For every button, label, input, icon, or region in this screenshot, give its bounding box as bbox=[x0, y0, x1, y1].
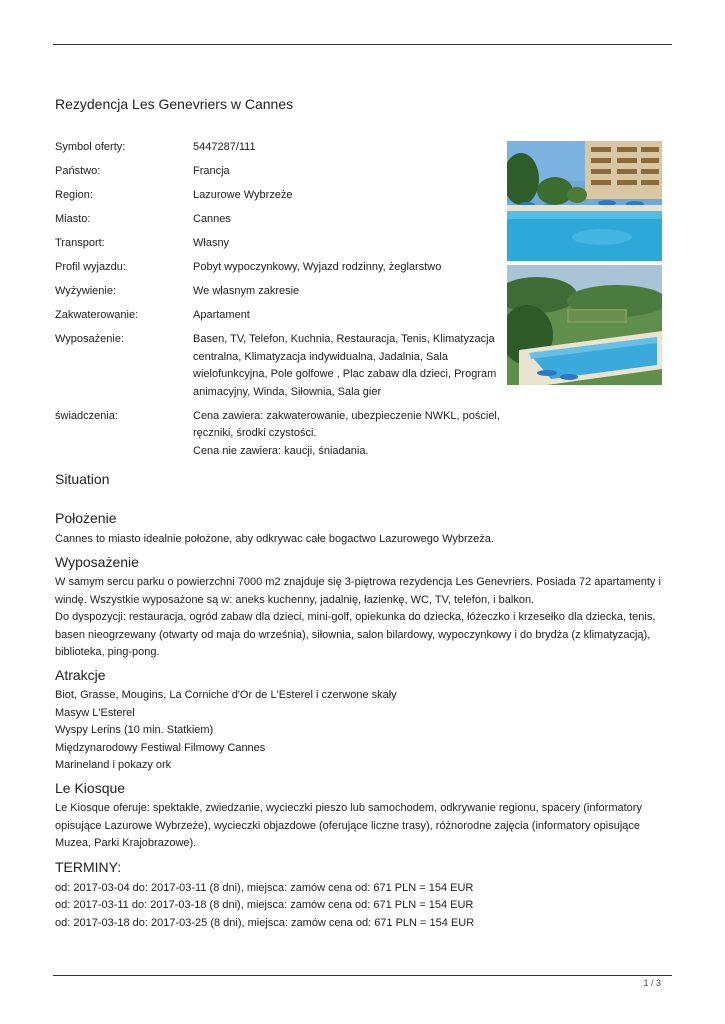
info-value bbox=[193, 187, 503, 211]
paragraph: Do dyspozycji: restauracja, ogród zabaw dla dzieci, mini-golf, opiekunka do dziecka, łóżeczko i krzesełko dla dziecka, tenis, basen nieogrzewany (otwarty od maja do września), siłownia, salon bilardowy, wypoczynkowy i do brydża (z klimatyzacją), biblioteka, ping-pong. bbox=[55, 611, 656, 659]
list-item: Masyw L'Esterel bbox=[55, 706, 135, 719]
term-row: od: 2017-03-11 do: 2017-03-18 (8 dni), miejsca: zamów cena od: 671 PLN = 154 EUR bbox=[55, 899, 474, 912]
info-value bbox=[193, 211, 503, 235]
list-item: Marineland i pokazy ork bbox=[55, 759, 172, 772]
info-row bbox=[55, 259, 503, 283]
info-label: Państwo: bbox=[55, 165, 101, 177]
paragraph: Cannes to miasto idealnie położone, aby odkrywac całe bogactwo Lazurowego Wybrzeża. bbox=[55, 533, 494, 545]
info-value-line: Cena nie zawiera: kaucji, śniadania. bbox=[193, 444, 369, 457]
info-value-line: Francja bbox=[193, 165, 230, 177]
info-row bbox=[55, 307, 503, 331]
info-value-line: Lazurowe Wybrzeże bbox=[193, 189, 293, 201]
offer-description bbox=[55, 470, 670, 932]
info-label: świadczenia: bbox=[55, 409, 118, 422]
section-heading-terminy: TERMINY: bbox=[55, 858, 122, 875]
info-label: Region: bbox=[55, 189, 93, 201]
footer-rule bbox=[53, 975, 672, 976]
info-value bbox=[193, 283, 503, 307]
info-value-line: Cena zawiera: zakwaterowanie, ubezpieczenie NWKL, pościel, ręczniki, środki czystości. bbox=[193, 409, 500, 439]
info-row bbox=[55, 408, 503, 467]
paragraph: Le Kiosque oferuje: spektakle, zwiedzanie, wycieczki pieszo lub samochodem, odkrywanie regionu, spacery (informatory opisujące Lazurowe Wybrzeże), wycieczki objazdowe (oferujące liczne trasy), różnorodne zajęcia (informatory opisujące Muzea, Parki Krajobrazowe). bbox=[55, 802, 642, 850]
list-item: Biot, Grasse, Mougins, La Corniche d'Or de L'Esterel i czerwone skały bbox=[55, 689, 397, 702]
section-heading-polozenie: Położenie bbox=[55, 510, 117, 526]
info-value bbox=[193, 235, 503, 259]
offer-title: Rezydencja Les Genevriers w Cannes bbox=[55, 96, 294, 112]
info-value bbox=[193, 259, 503, 283]
info-value bbox=[193, 139, 503, 163]
term-row: od: 2017-03-04 do: 2017-03-11 (8 dni), miejsca: zamów cena od: 671 PLN = 154 EUR bbox=[55, 881, 474, 894]
info-row bbox=[55, 163, 503, 187]
info-value-line: Cannes bbox=[193, 213, 231, 225]
info-value bbox=[193, 163, 503, 187]
info-value-line: Pobyt wypoczynkowy, Wyjazd rodzinny, żeglarstwo bbox=[193, 261, 442, 273]
info-value-line: 5447287/111 bbox=[193, 141, 256, 153]
term-row: od: 2017-03-18 do: 2017-03-25 (8 dni), miejsca: zamów cena od: 671 PLN = 154 EUR bbox=[55, 916, 475, 929]
info-row bbox=[55, 331, 503, 408]
info-value bbox=[193, 331, 503, 408]
info-row bbox=[55, 235, 503, 259]
info-label: Miasto: bbox=[55, 213, 91, 225]
info-value-line: Apartament bbox=[193, 309, 250, 321]
list-item: Wyspy Lerins (10 min. Statkiem) bbox=[55, 724, 214, 737]
page-number: 1 / 3 bbox=[643, 978, 661, 988]
section-heading-wyposazenie: Wyposażenie bbox=[55, 554, 139, 571]
info-value-line: Własny bbox=[193, 237, 230, 249]
garden-pool-photo bbox=[507, 265, 662, 385]
section-heading-atrakcje: Atrakcje bbox=[55, 667, 106, 684]
info-row bbox=[55, 211, 503, 235]
situation-heading: Situation bbox=[55, 471, 110, 487]
photo-column bbox=[507, 141, 662, 389]
offer-info-table bbox=[55, 139, 503, 467]
info-row bbox=[55, 187, 503, 211]
info-row bbox=[55, 283, 503, 307]
info-row bbox=[55, 139, 503, 163]
info-value-line: We własnym zakresie bbox=[193, 285, 300, 297]
info-value bbox=[193, 408, 503, 467]
paragraph: W samym sercu parku o powierzchni 7000 m2 znajduje się 3-piętrowa rezydencja Les Genevriers. Posiada 72 apartamenty i windę. Wszystkie wyposażone są w: aneks kuchenny, jadalnię, łazienkę, WC, TV, telefon, i balkon. bbox=[55, 576, 661, 606]
list-item: Międzynarodowy Festiwal Filmowy Cannes bbox=[55, 741, 266, 754]
info-label: Transport: bbox=[55, 237, 105, 249]
info-value-line: Basen, TV, Telefon, Kuchnia, Restauracja, Tenis, Klimatyzacja centralna, Klimatyzacja indywidualna, Jadalnia, Sala wielofunkcyjna, Pole golfowe , Plac zabaw dla dzieci, Program animacyjny, Winda, Siłownia, Sala gier bbox=[193, 333, 497, 398]
info-label: Symbol oferty: bbox=[55, 141, 126, 153]
info-label: Zakwaterowanie: bbox=[55, 309, 139, 321]
hotel-pool-photo bbox=[507, 141, 662, 261]
info-value bbox=[193, 307, 503, 331]
info-label: Wyżywienie: bbox=[55, 285, 117, 297]
header-rule bbox=[53, 44, 672, 45]
section-heading-kiosque: Le Kiosque bbox=[55, 780, 126, 797]
info-label: Profil wyjazdu: bbox=[55, 261, 126, 273]
info-label: Wyposażenie: bbox=[55, 333, 124, 345]
